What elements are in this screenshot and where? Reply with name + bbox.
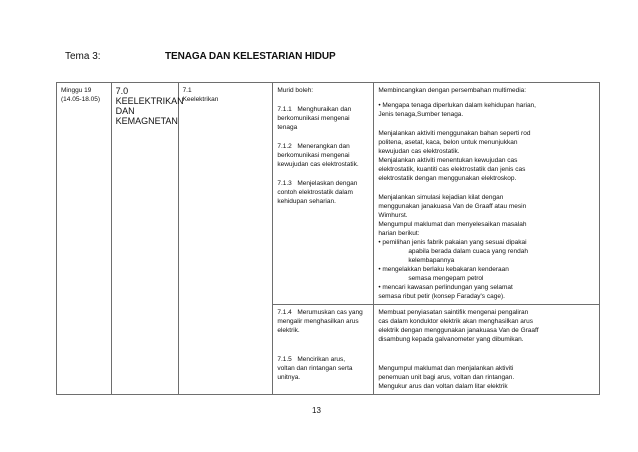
objective-text: Menghuraikan dan [297,106,352,113]
objective-text: mengalir menghasilkan arus [277,318,359,325]
objective-number: 7.1.4 [277,309,292,316]
page-number: 13 [312,406,321,415]
objectives-cell [273,305,374,395]
activity-line: Menjalankan simulasi kejadian kilat dengan [378,194,504,201]
activity-line: apabila berada dalam cuaca yang rendah [408,248,528,255]
activity-line: disambung kepada galvanometer yang dibumikan. [378,336,524,343]
standard-title-line: DAN [115,106,135,116]
activity-line: menggunakan janakuasa Van de Graaff atau mesin [378,203,527,210]
standard-title-line: KEMAGNETAN [115,116,178,126]
standard-cell [111,83,184,395]
objective-7-1-1 [277,105,369,132]
activities-cell [374,83,600,305]
activity-block [378,193,595,301]
activity-line: Membincangkan dengan persembahan multimedia: [378,87,527,94]
objective-text: berkomunikasi mengenai [277,115,350,122]
substandard-number: 7.1 [182,87,192,94]
objective-7-1-2 [277,142,369,169]
activity-line: politena, asetat, kaca, belon untuk menunjukkan [378,139,518,146]
theme-title: TENAGA DAN KELESTARIAN HIDUP [165,51,336,62]
substandard-cell [178,83,273,395]
activity-line: penemuan unit bagi arus, voltan dan rintangan. [378,374,515,381]
activity-line: Mengukur arus dan voltan dalam litar elektrik [378,383,508,390]
activity-line: Membuat penyiasatan saintifik mengenai pengaliran [378,309,529,316]
standard-number: 7.0 [115,86,129,96]
week-dates: (14.05-18.05) [61,96,101,103]
objective-7-1-5 [277,355,369,382]
objective-text: kewujudan cas elektrostatik. [277,161,359,168]
objective-7-1-3 [277,179,369,206]
activity-line: Mengumpul maklumat dan menjalankan aktiviti [378,365,514,372]
objective-text: voltan dan rintangan serta [277,365,353,372]
objective-text: berkomunikasi mengenai [277,152,350,159]
objective-text: contoh elektrostatik dalam [277,189,353,196]
activity-line: • mengelakkan berlaku kebakaran kenderaan [378,266,509,273]
activity-line: elektrik dengan menggunakan janakuasa Van de Graaff [378,327,539,334]
activity-line: cas dalam konduktor elektrik akan menghasilkan arus [378,318,533,325]
standard-title-line: KEELEKTRIKAN [115,96,184,106]
activity-block [378,129,595,183]
week-label: Minggu 19 [61,87,92,94]
objective-text: Mencirikan arus, [297,356,346,363]
activity-line: • Mengapa tenaga diperlukan dalam kehidupan harian, [378,102,536,109]
objective-text: unitnya. [277,374,301,381]
activity-line: • pemilihan jenis fabrik pakaian yang sesuai dipakai [378,239,527,246]
table-row [57,83,600,305]
activity-block [378,364,595,391]
activity-line: • mencari kawasan perlindungan yang selamat [378,284,513,291]
objective-text: Merumuskan cas yang [297,309,363,316]
activity-line: semasa ribut petir (konsep Faraday's cage). [378,293,505,300]
objective-number: 7.1.5 [277,356,292,363]
substandard-title: Keelektrikan [182,96,219,103]
objective-text: Menjelaskan dengan [297,180,358,187]
lesson-plan-table [56,82,600,395]
activity-line: Menjalankan aktiviti menentukan kewujudan cas [378,157,518,164]
activity-line: elektrostatik, kuantiti cas elektrostatik dan jenis cas [378,166,526,173]
activity-line: Mengumpul maklumat dan menyelesaikan masalah [378,221,527,228]
activity-line: Jenis tenaga,Sumber tenaga. [378,111,464,118]
objective-text: Menerangkan dan [297,143,350,150]
objective-text: tenaga [277,124,298,131]
page-header [0,0,638,70]
activity-line: Menjalankan aktiviti menggunakan bahan seperti rod [378,130,531,137]
objectives-intro: Murid boleh: [277,87,314,94]
activity-line: semasa mengepam petrol [408,275,484,282]
week-cell [57,83,112,395]
theme-label: Tema 3: [65,51,101,62]
objective-text: kehidupan seharian. [277,198,336,205]
activity-block [378,308,595,344]
objective-number: 7.1.3 [277,180,292,187]
objective-7-1-4 [277,308,369,335]
activity-line: harian berikut: [378,230,420,237]
activity-line: elektrostatik dengan menggunakan elektroskop. [378,175,517,182]
activity-line: Wimhurst. [378,212,408,219]
activity-line: kewujudan cas elektrostatik. [378,148,460,155]
objective-text: elektrik. [277,327,300,334]
objective-number: 7.1.2 [277,143,292,150]
objectives-cell [273,83,374,305]
activity-line: kelembapannya [408,257,455,264]
activity-block [378,86,595,119]
activities-cell [374,305,600,395]
objective-number: 7.1.1 [277,106,292,113]
